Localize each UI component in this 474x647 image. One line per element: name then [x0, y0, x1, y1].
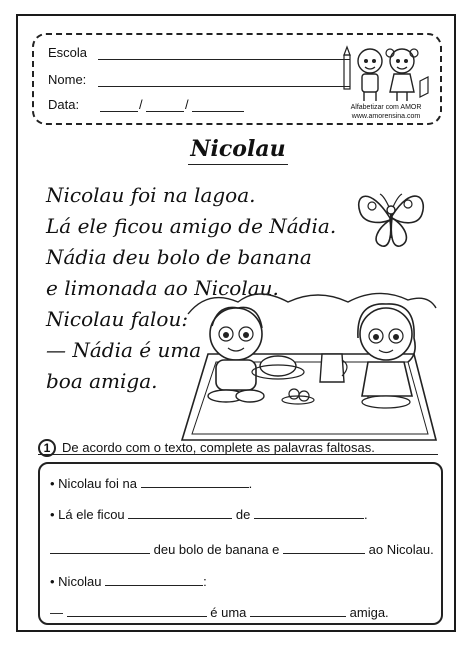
picnic-illustration-icon [178, 284, 440, 444]
answer-2-mid: de [235, 507, 251, 522]
date-year-line [192, 110, 244, 112]
story-verse-3: Nádia deu bolo de banana [46, 245, 312, 269]
school-field[interactable] [48, 45, 87, 60]
answer-2-blank-a[interactable] [128, 507, 232, 519]
story-verse-2: Lá ele ficou amigo de Nádia. [46, 214, 337, 238]
answer-5-dash: — [50, 605, 63, 620]
name-field[interactable] [48, 72, 86, 87]
answer-5-blank-b[interactable] [250, 605, 346, 617]
answer-line-5 [50, 605, 389, 620]
date-label: Data: [48, 97, 80, 112]
answer-line-4 [50, 574, 207, 589]
school-label: Escola [48, 45, 88, 60]
story-verse-6: — Nádia é uma [46, 338, 202, 362]
answer-3-blank-a[interactable] [50, 542, 150, 554]
story-title: Nicolau [190, 136, 286, 162]
school-line [98, 58, 350, 60]
answer-1-blank[interactable] [141, 476, 249, 488]
question-instruction: De acordo com o texto, complete as palavras faltosas. [62, 440, 375, 455]
name-line [98, 85, 350, 87]
name-label: Nome: [48, 72, 87, 87]
worksheet-page [16, 14, 456, 632]
date-separator-1: / [139, 97, 143, 112]
date-day-line [100, 110, 138, 112]
answer-5-mid: é uma [210, 605, 247, 620]
answer-line-3 [50, 542, 434, 557]
kids-logo-icon [340, 41, 432, 103]
answer-3-blank-b[interactable] [283, 542, 365, 554]
butterfly-icon [350, 176, 430, 256]
answer-box [38, 462, 443, 625]
question-number: 1 [38, 439, 56, 457]
answer-1-prompt: • Nicolau foi na [50, 476, 137, 491]
title-underline [188, 164, 288, 165]
answer-4-prompt: • Nicolau [50, 574, 102, 589]
story-verse-1: Nicolau foi na lagoa. [46, 183, 256, 207]
story-verse-4: e limonada ao Nicolau. [46, 276, 279, 300]
answer-4-end: : [203, 574, 207, 589]
answer-3-mid: deu bolo de banana e [153, 542, 280, 557]
logo-title: Alfabetizar com AMOR [350, 104, 422, 111]
answer-line-1 [50, 476, 252, 491]
story-verse-5: Nicolau falou: [46, 307, 189, 331]
answer-5-end: amiga. [349, 605, 389, 620]
answer-3-end: ao Nicolau. [368, 542, 434, 557]
answer-2-end: . [364, 507, 368, 522]
date-month-line [146, 110, 184, 112]
answer-line-2 [50, 507, 368, 522]
question-underline [38, 454, 438, 455]
student-info-box [32, 33, 442, 125]
answer-2-prompt: • Lá ele ficou [50, 507, 125, 522]
date-separator-2: / [185, 97, 189, 112]
logo-url: www.amorensina.com [351, 113, 421, 120]
answer-5-blank-a[interactable] [67, 605, 207, 617]
logo [340, 41, 432, 121]
answer-4-blank[interactable] [105, 574, 203, 586]
answer-2-blank-b[interactable] [254, 507, 364, 519]
date-field[interactable] [48, 97, 189, 112]
answer-1-end: . [248, 476, 253, 491]
story-verse-7: boa amiga. [46, 369, 158, 393]
